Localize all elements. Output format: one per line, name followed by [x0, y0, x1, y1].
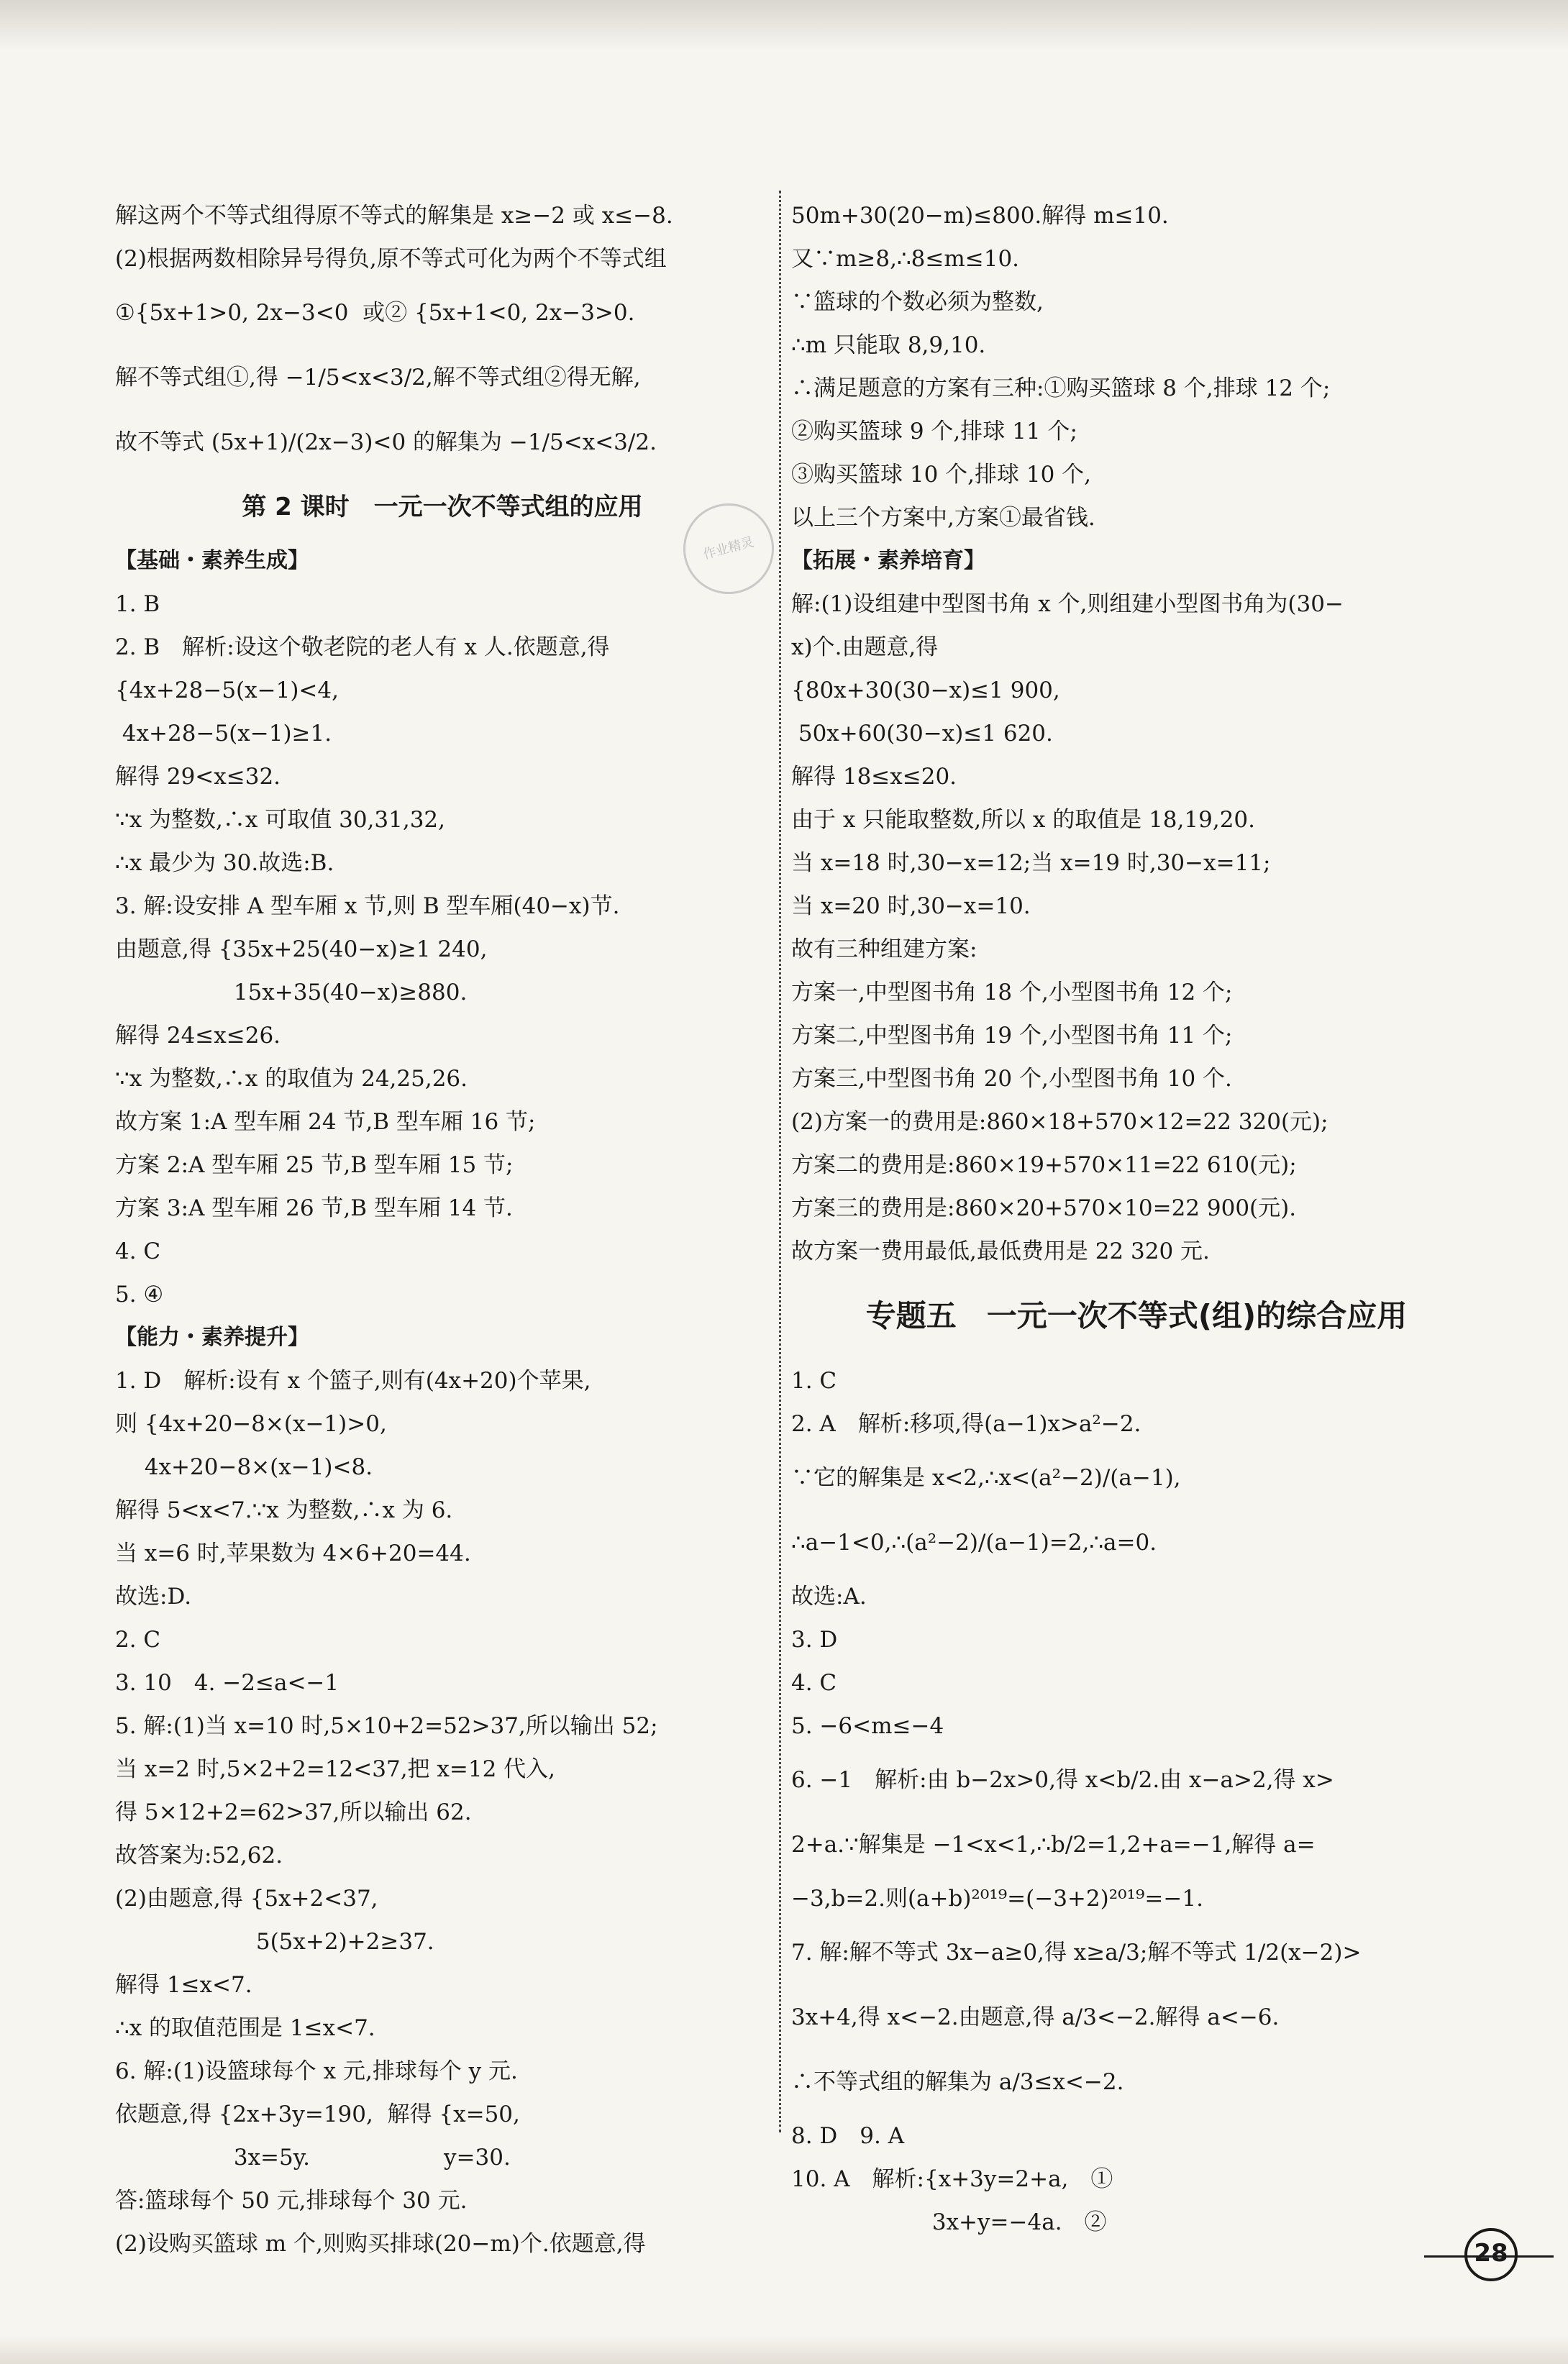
page-number: 28: [1464, 2228, 1518, 2281]
column-divider: [779, 191, 781, 2132]
text-line: 1. B: [115, 591, 160, 617]
text-line: ③购买篮球 10 个,排球 10 个,: [791, 462, 1092, 488]
section-tag: 【基础・素养生成】: [115, 548, 309, 573]
text-line: 50x+60(30−x)≤1 620.: [791, 721, 1053, 747]
text-line: 当 x=20 时,30−x=10.: [791, 893, 1031, 919]
text-line: 3x+y=−4a. ②: [791, 2209, 1107, 2235]
text-line: 4x+28−5(x−1)≥1.: [115, 721, 332, 747]
text-line: {4x+28−5(x−1)<4,: [115, 677, 339, 703]
right-column: [791, 194, 1482, 2244]
text-line: ∴满足题意的方案有三种:①购买篮球 8 个,排球 12 个;: [791, 375, 1331, 401]
text-line: 3. 解:设安排 A 型车厢 x 节,则 B 型车厢(40−x)节.: [115, 893, 620, 919]
text-line: 3. 10 4. −2≤a<−1: [115, 1670, 339, 1696]
text-line: (2)方案一的费用是:860×18+570×12=22 320(元);: [791, 1109, 1328, 1135]
formula-line: 解不等式组①,得 −1/5<x<3/2,解不等式组②得无解,: [115, 365, 641, 391]
text-line: 解得 5<x<7.∵x 为整数,∴x 为 6.: [115, 1497, 453, 1523]
text-line: 依题意,得 {2x+3y=190, 解得 {x=50,: [115, 2101, 520, 2127]
text-line: ∴x 最少为 30.故选:B.: [115, 850, 334, 876]
text-line: 解得 29<x≤32.: [115, 764, 281, 790]
formula-line: 3x+4,得 x<−2.由题意,得 a/3<−2.解得 a<−6.: [791, 2004, 1280, 2030]
topic-heading: 专题五 一元一次不等式(组)的综合应用: [865, 1298, 1408, 1333]
text-line: ∴m 只能取 8,9,10.: [791, 332, 986, 358]
text-line: 故方案 1:A 型车厢 24 节,B 型车厢 16 节;: [115, 1109, 536, 1135]
text-line: 5(5x+2)+2≥37.: [115, 1929, 434, 1955]
text-line: ∵x 为整数,∴x 的取值为 24,25,26.: [115, 1066, 468, 1092]
formula-line: 6. −1 解析:由 b−2x>0,得 x<b/2.由 x−a>2,得 x>: [791, 1767, 1334, 1793]
stamp-watermark: 作业精灵: [673, 493, 784, 604]
text-line: 15x+35(40−x)≥880.: [115, 980, 468, 1005]
text-line: 由于 x 只能取整数,所以 x 的取值是 18,19,20.: [791, 807, 1255, 833]
text-line: 解得 24≤x≤26.: [115, 1023, 281, 1049]
text-line: 解:(1)设组建中型图书角 x 个,则组建小型图书角为(30−: [791, 591, 1344, 617]
formula-line: ∴不等式组的解集为 a/3≤x<−2.: [791, 2069, 1124, 2095]
text-line: 3x=5y. y=30.: [115, 2145, 511, 2171]
text-line: 故有三种组建方案:: [791, 936, 977, 962]
left-column: [115, 194, 770, 2265]
text-line: ②购买篮球 9 个,排球 11 个;: [791, 419, 1077, 444]
text-line: 6. 解:(1)设篮球每个 x 元,排球每个 y 元.: [115, 2058, 518, 2084]
text-line: 8. D 9. A: [791, 2123, 905, 2149]
section-tag: 【能力・素养提升】: [115, 1325, 309, 1350]
text-line: 方案三的费用是:860×20+570×10=22 900(元).: [791, 1195, 1297, 1221]
text-line: 1. D 解析:设有 x 个篮子,则有(4x+20)个苹果,: [115, 1368, 591, 1394]
text-line: 方案三,中型图书角 20 个,小型图书角 10 个.: [791, 1066, 1232, 1092]
text-line: ∵篮球的个数必须为整数,: [791, 289, 1044, 315]
page-top-shadow: [0, 0, 1568, 50]
text-line: 4x+20−8×(x−1)<8.: [115, 1454, 373, 1480]
text-line: 答:篮球每个 50 元,排球每个 30 元.: [115, 2188, 468, 2214]
text-line: 当 x=2 时,5×2+2=12<37,把 x=12 代入,: [115, 1756, 556, 1782]
text-line: 5. ④: [115, 1282, 164, 1307]
text-line: 当 x=6 时,苹果数为 4×6+20=44.: [115, 1541, 471, 1566]
page-bottom-shadow: [0, 2335, 1568, 2364]
text-line: ∵x 为整数,∴x 可取值 30,31,32,: [115, 807, 446, 833]
text-line: −3,b=2.则(a+b)²⁰¹⁹=(−3+2)²⁰¹⁹=−1.: [791, 1886, 1203, 1912]
formula-line: ①{5x+1>0, 2x−3<0 或② {5x+1<0, 2x−3>0.: [115, 300, 635, 326]
text-line: 5. −6<m≤−4: [791, 1713, 944, 1739]
formula-line: ∴a−1<0,∴(a²−2)/(a−1)=2,∴a=0.: [791, 1530, 1157, 1556]
formula-line: 故不等式 (5x+1)/(2x−3)<0 的解集为 −1/5<x<3/2.: [115, 429, 657, 455]
text-line: 方案 3:A 型车厢 26 节,B 型车厢 14 节.: [115, 1195, 513, 1221]
text-line: 解得 18≤x≤20.: [791, 764, 957, 790]
text-line: ∴x 的取值范围是 1≤x<7.: [115, 2015, 375, 2041]
text-line: 1. C: [791, 1368, 837, 1394]
section-tag: 【拓展・素养培育】: [791, 548, 985, 573]
text-line: 由题意,得 {35x+25(40−x)≥1 240,: [115, 936, 488, 962]
text-line: 故方案一费用最低,最低费用是 22 320 元.: [791, 1238, 1210, 1264]
text-line: 方案 2:A 型车厢 25 节,B 型车厢 15 节;: [115, 1152, 514, 1178]
text-line: 4. C: [115, 1238, 161, 1264]
text-line: 解得 1≤x<7.: [115, 1972, 252, 1998]
text-line: 故答案为:52,62.: [115, 1843, 283, 1868]
text-line: 3. D: [791, 1627, 838, 1653]
text-line: 以上三个方案中,方案①最省钱.: [791, 505, 1095, 531]
text-line: 当 x=18 时,30−x=12;当 x=19 时,30−x=11;: [791, 850, 1271, 876]
text-line: 5. 解:(1)当 x=10 时,5×10+2=52>37,所以输出 52;: [115, 1713, 658, 1739]
text-line: {80x+30(30−x)≤1 900,: [791, 677, 1060, 703]
text-line: 又∵m≥8,∴8≤m≤10.: [791, 246, 1020, 272]
text-line: 2. B 解析:设这个敬老院的老人有 x 人.依题意,得: [115, 634, 610, 660]
text-line: 故选:D.: [115, 1584, 192, 1610]
text-line: 4. C: [791, 1670, 837, 1696]
text-line: 则 {4x+20−8×(x−1)>0,: [115, 1411, 387, 1437]
text-line: 2. A 解析:移项,得(a−1)x>a²−2.: [791, 1411, 1141, 1437]
text-line: 2. C: [115, 1627, 161, 1653]
formula-line: ∵它的解集是 x<2,∴x<(a²−2)/(a−1),: [791, 1465, 1181, 1491]
text-line: 方案一,中型图书角 18 个,小型图书角 12 个;: [791, 980, 1233, 1005]
text-line: 解这两个不等式组得原不等式的解集是 x≥−2 或 x≤−8.: [115, 203, 673, 229]
text-line: (2)设购买篮球 m 个,则购买排球(20−m)个.依题意,得: [115, 2231, 646, 2257]
text-line: 方案二,中型图书角 19 个,小型图书角 11 个;: [791, 1023, 1233, 1049]
formula-line: 7. 解:解不等式 3x−a≥0,得 x≥a/3;解不等式 1/2(x−2)>: [791, 1940, 1362, 1966]
text-line: 方案二的费用是:860×19+570×11=22 610(元);: [791, 1152, 1297, 1178]
text-line: (2)根据两数相除异号得负,原不等式可化为两个不等式组: [115, 246, 667, 272]
text-line: 得 5×12+2=62>37,所以输出 62.: [115, 1799, 472, 1825]
text-line: 故选:A.: [791, 1584, 867, 1610]
formula-line: 2+a.∵解集是 −1<x<1,∴b/2=1,2+a=−1,解得 a=: [791, 1832, 1316, 1858]
text-line: (2)由题意,得 {5x+2<37,: [115, 1886, 378, 1912]
section-heading: 第 2 课时 一元一次不等式组的应用: [242, 493, 643, 521]
text-line: 50m+30(20−m)≤800.解得 m≤10.: [791, 203, 1169, 229]
text-line: x)个.由题意,得: [791, 634, 939, 660]
text-line: 10. A 解析:{x+3y=2+a, ①: [791, 2166, 1113, 2192]
